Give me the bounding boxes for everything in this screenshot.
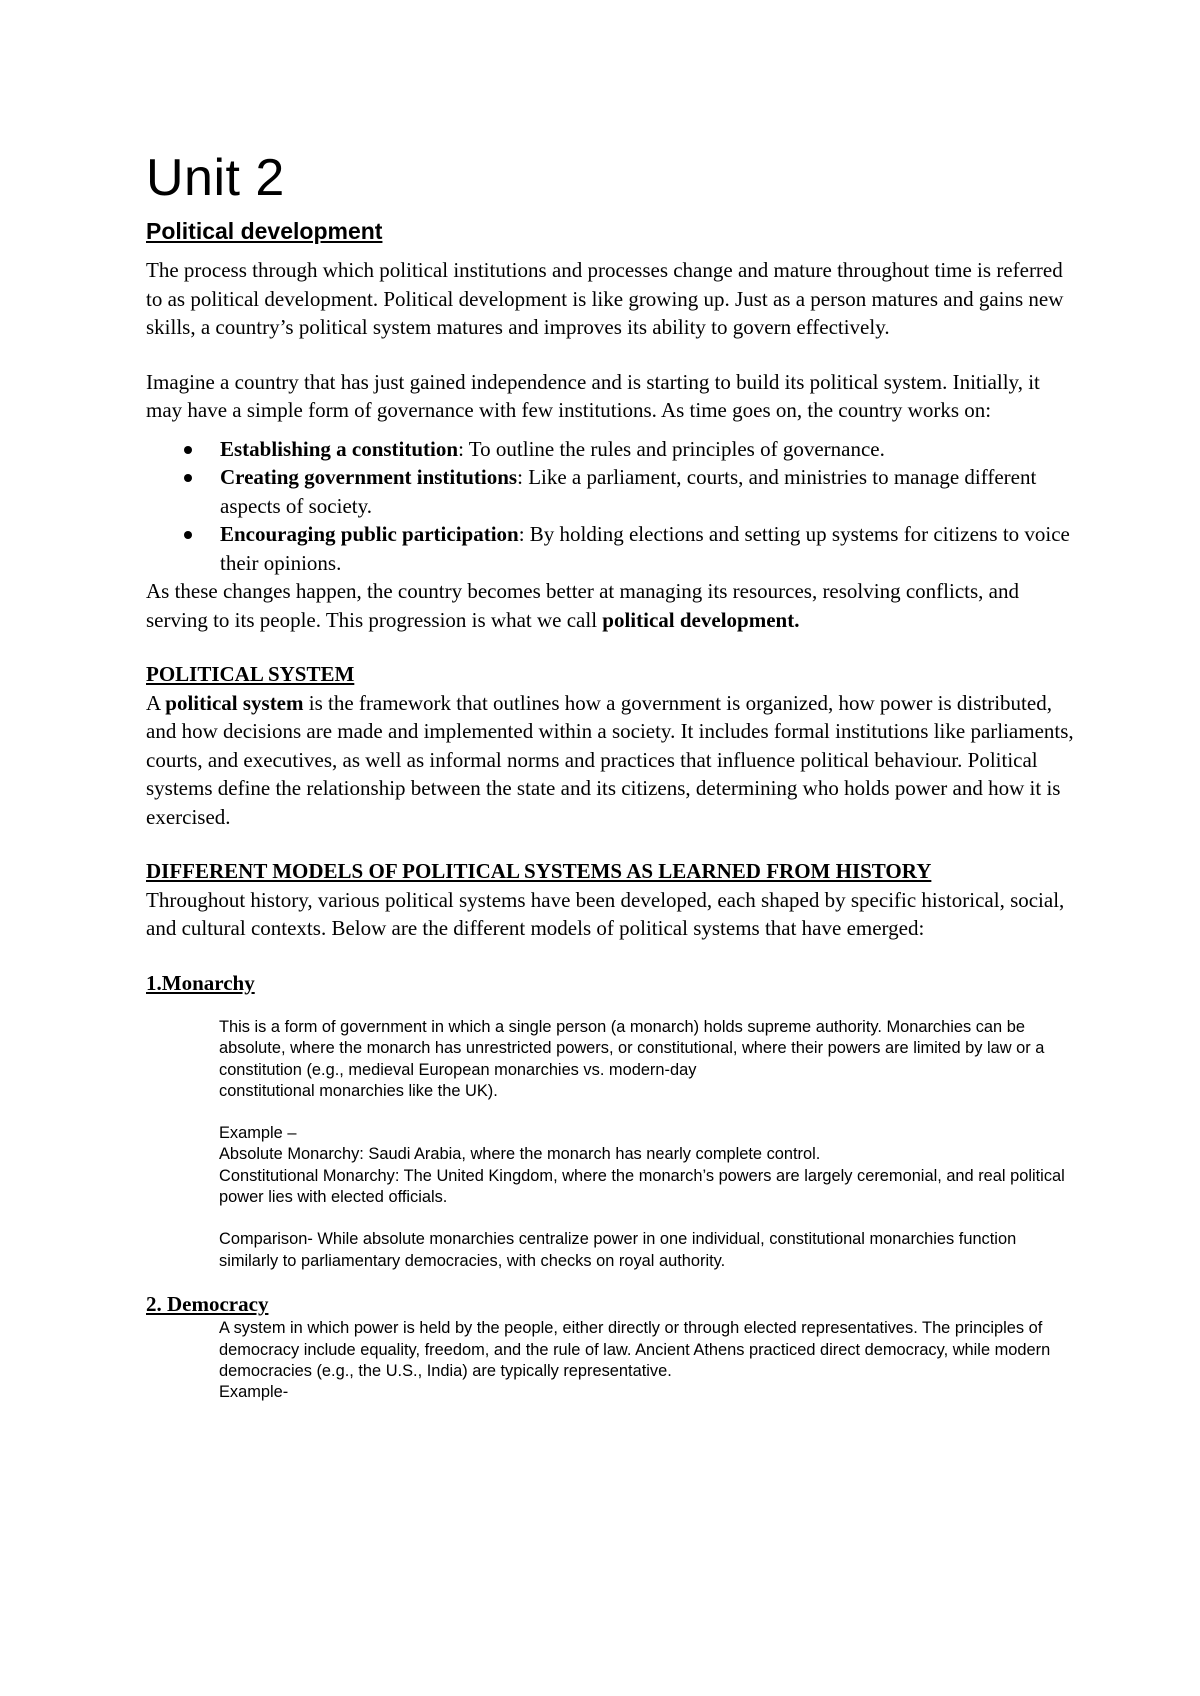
monarchy-description-end: constitutional monarchies like the UK). <box>219 1081 498 1100</box>
monarchy-example-absolute: Absolute Monarchy: Saudi Arabia, where the monarch has nearly complete control. <box>219 1145 821 1164</box>
document-body <box>146 148 1076 1404</box>
paragraph-text: is the framework that outlines how a government is organized, how power is distributed, and how decisions are made and implemented within a society. It includes formal institutions like parliaments, courts, and executives, as well as informal norms and practices that influence political behaviour. Political systems define the relationship between the state and its citizens, determining who holds power and how it is exercised. <box>146 690 1074 829</box>
models-heading: DIFFERENT MODELS OF POLITICAL SYSTEMS AS LEARNED FROM HISTORY <box>146 859 932 883</box>
bullet-icon <box>184 474 192 482</box>
democracy-heading: 2. Democracy <box>146 1291 269 1316</box>
political-development-heading: Political development <box>146 218 383 244</box>
paragraph-text: As these changes happen, the country becomes better at managing its resources, resolving conflicts, and serving to its people. This progression is what we call <box>146 579 1019 632</box>
political-system-paragraph <box>146 689 1076 832</box>
list-item-term: Creating government institutions <box>220 465 518 489</box>
paragraph-bold-term: political system <box>165 690 304 715</box>
monarchy-heading: 1.Monarchy <box>146 970 255 995</box>
list-item-term: Establishing a constitution <box>220 436 459 461</box>
democracy-details <box>219 1318 1076 1403</box>
development-steps-list <box>146 435 1076 578</box>
political-development-paragraph-1: The process through which political institutions and processes change and mature throughout time is referred to as political development. Political development is like growing up. Just as a person matures and gains new skills, a country’s political system matures and improves its ability to govern effectively. <box>146 258 1064 339</box>
list-item <box>146 520 1076 577</box>
political-development-paragraph-2: Imagine a country that has just gained independence and is starting to build its political system. Initially, it may have a simple form of governance with few institutions. As time goes on, the country works on: <box>146 369 1040 422</box>
monarchy-example-label: Example – <box>219 1124 297 1143</box>
models-paragraph: Throughout history, various political systems have been developed, each shaped by specific historical, social, and cultural contexts. Below are the different models of political systems that have emerged: <box>146 887 1065 940</box>
list-item-text: : To outline the rules and principles of governance. <box>458 436 885 461</box>
political-system-heading: POLITICAL SYSTEM <box>146 662 355 686</box>
bullet-icon <box>184 531 192 539</box>
list-item-text: : By holding elections and setting up systems for citizens to voice their opinions. <box>220 522 1070 575</box>
list-item-term: Encouraging public participation <box>220 522 519 546</box>
list-item-text: : Like a parliament, courts, and ministries to manage different aspects of society. <box>220 465 1037 518</box>
democracy-example-label: Example- <box>219 1383 289 1402</box>
paragraph-lead: A <box>146 690 166 715</box>
democracy-description: A system in which power is held by the people, either directly or through elected representatives. The principles of democracy include equality, freedom, and the rule of law. Ancient Athens practiced direct democracy, while modern democracies (e.g., the U.S., India) are typically representative. <box>219 1319 1051 1381</box>
political-development-paragraph-3 <box>146 577 1076 634</box>
monarchy-description: This is a form of government in which a single person (a monarch) holds supreme authority. Monarchies can be absolute, where the monarch has unrestricted powers, or constitutional, where their powers are limited by law or a constitution (e.g., medieval European monarchies vs. modern-day <box>219 1018 1045 1079</box>
bullet-icon <box>184 446 192 454</box>
monarchy-example-constitutional: Constitutional Monarchy: The United Kingdom, where the monarch’s powers are largely ceremonial, and real political power lies with elected officials. <box>219 1166 1065 1207</box>
unit-title: Unit 2 <box>146 149 285 207</box>
monarchy-details <box>219 1017 1076 1272</box>
list-item <box>146 463 1076 520</box>
monarchy-comparison: Comparison- While absolute monarchies centralize power in one individual, constitutional monarchies function similarly to parliamentary democracies, with checks on royal authority. <box>219 1230 1017 1270</box>
list-item <box>146 435 1076 464</box>
paragraph-bold-term: political development. <box>602 607 800 632</box>
